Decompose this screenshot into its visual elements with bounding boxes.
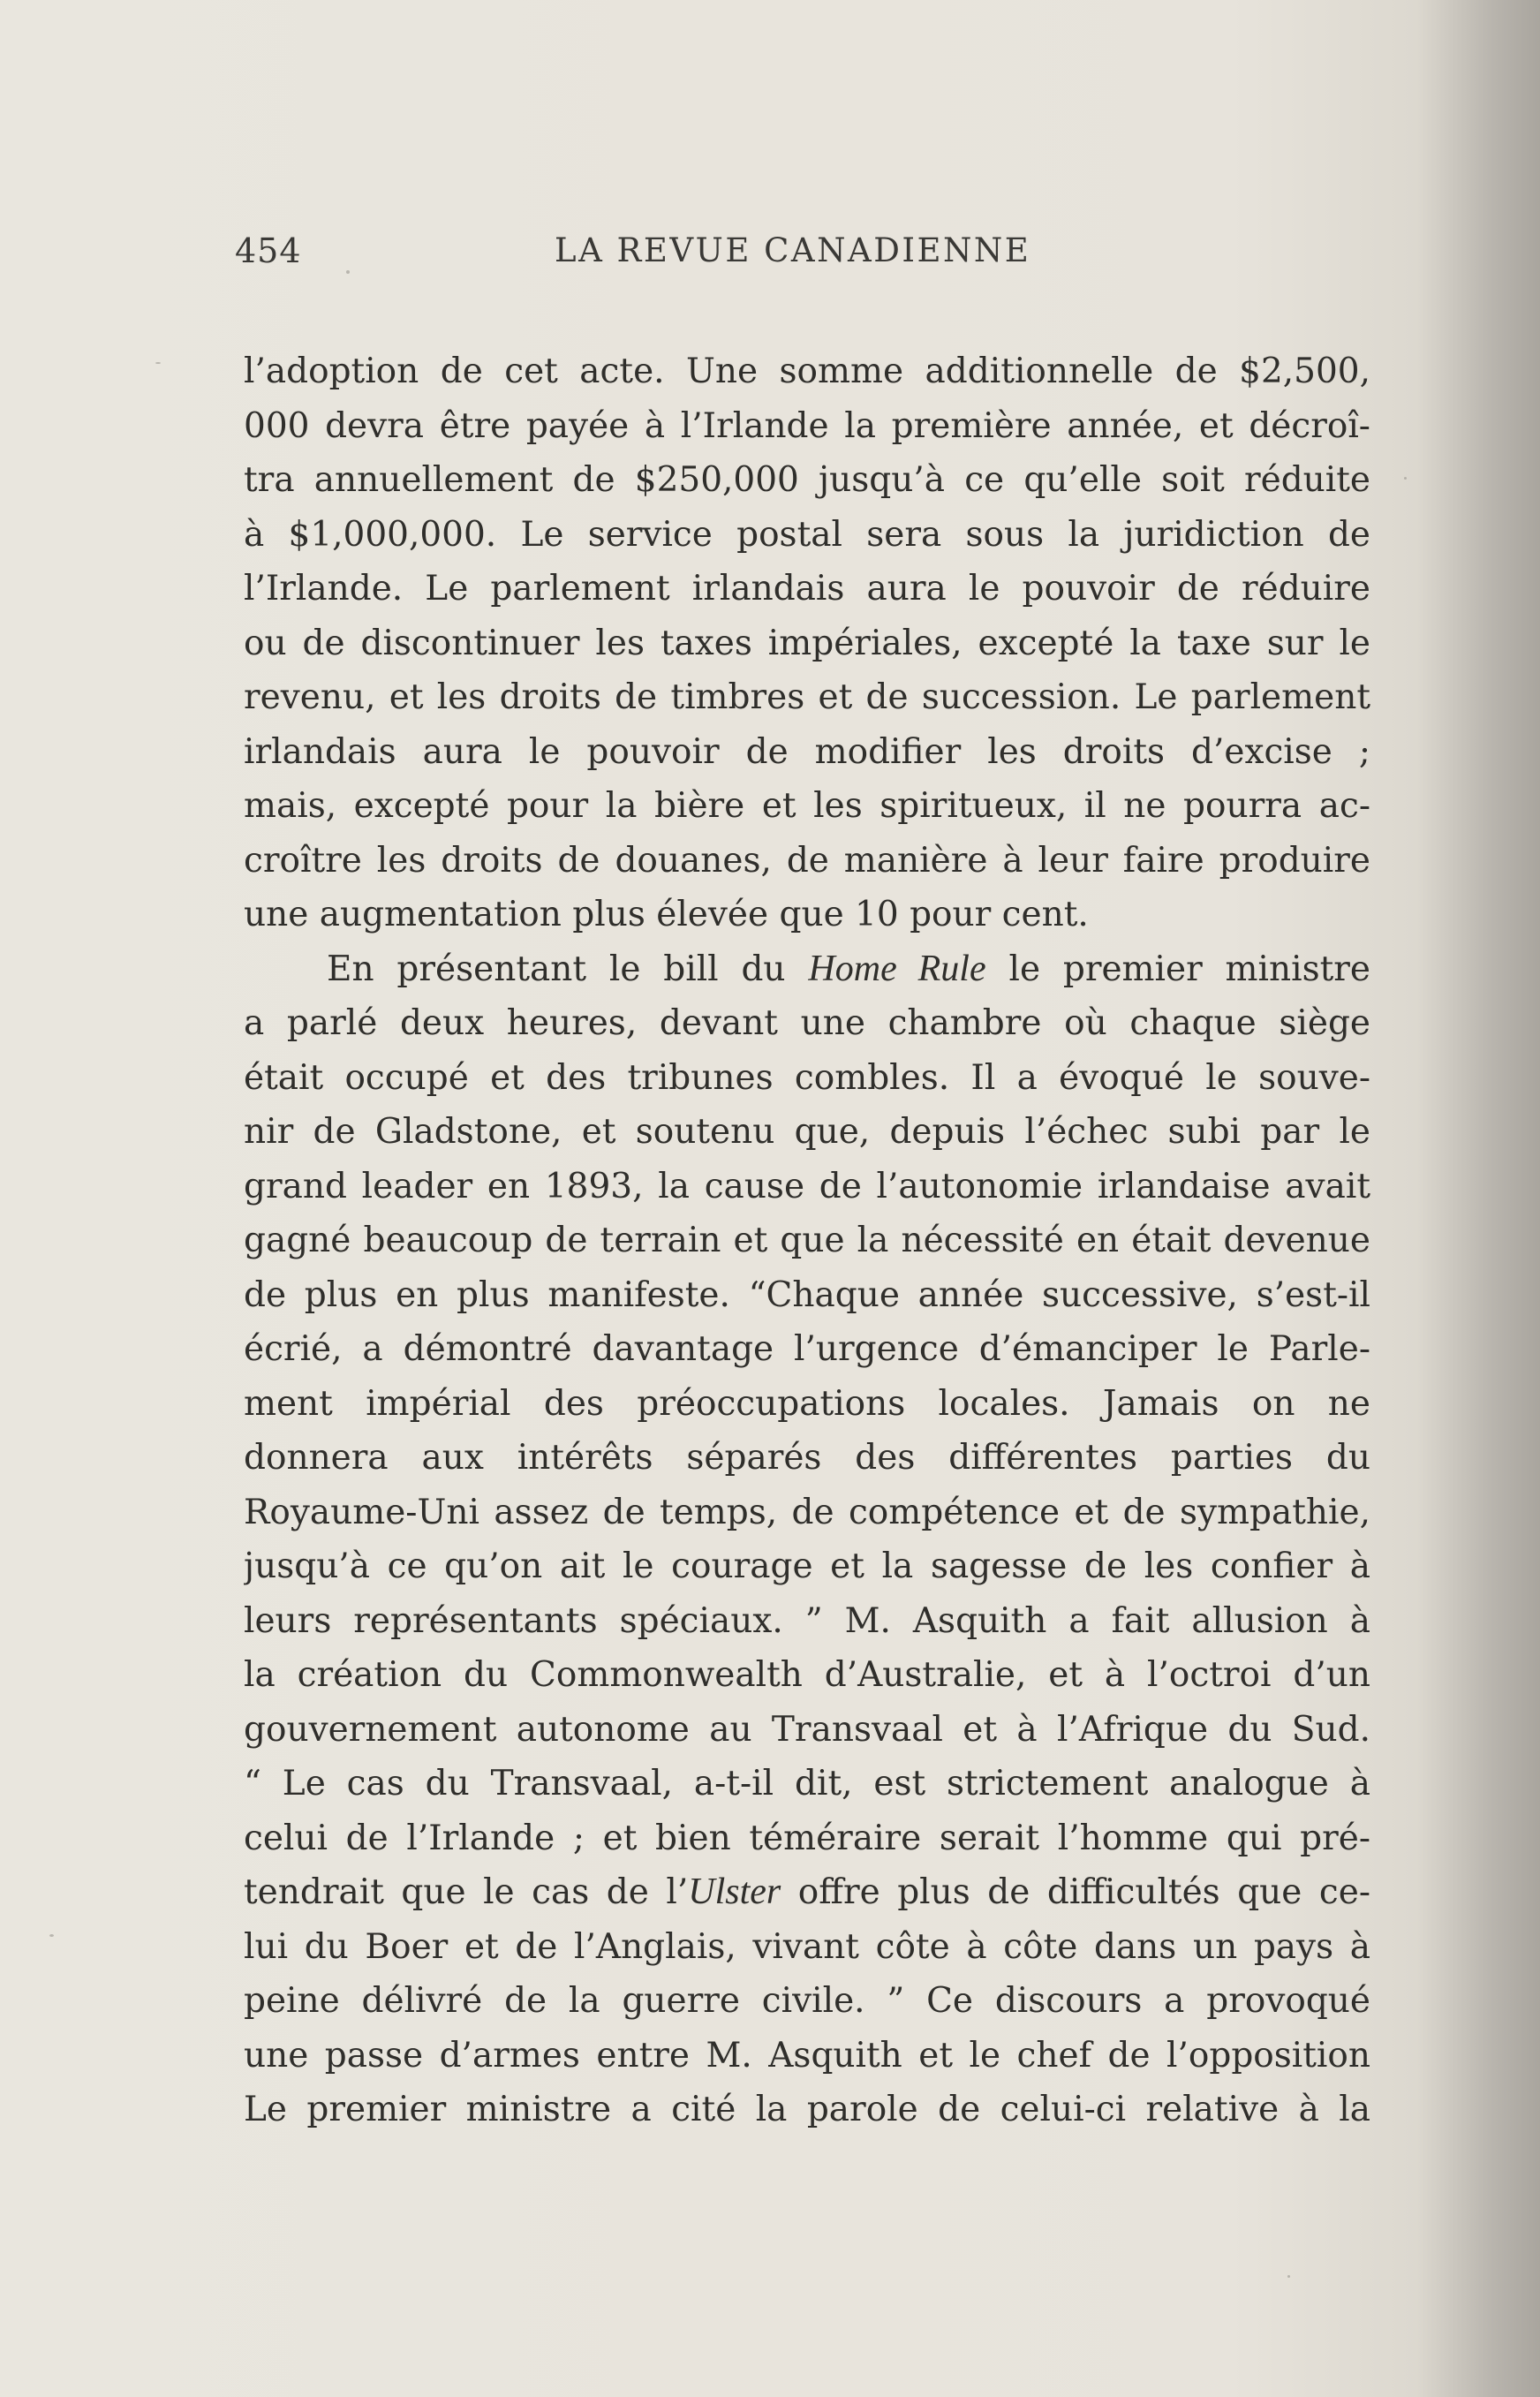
text-line: écrié, a démontré davantage l’urgence d’émanciper le Parle-	[244, 1329, 1370, 1369]
running-head	[235, 231, 1056, 276]
text-line: Le premier ministre a cité la parole de celui-ci relative à la	[244, 2090, 1370, 2129]
text-line: l’adoption de cet acte. Une somme additionnelle de $2,500,	[244, 352, 1370, 391]
text-line: irlandais aura le pouvoir de modifier les droits d’excise ;	[244, 731, 1370, 772]
text-span: offre plus de difficultés que ce-	[797, 1872, 1370, 1912]
text-line: a parlé deux heures, devant une chambre où chaque siège	[244, 1003, 1370, 1043]
text-line: leurs représentants spéciaux. ” M. Asquith a fait allusion à	[244, 1600, 1370, 1641]
text-line: une passe d’armes entre M. Asquith et le chef de l’opposition	[244, 2035, 1370, 2076]
text-line: donnera aux intérêts séparés des différentes parties du	[244, 1438, 1370, 1478]
text-line: Royaume-Uni assez de temps, de compétence et de sympathie,	[244, 1492, 1370, 1532]
text-line: grand leader en 1893, la cause de l’autonomie irlandaise avait	[244, 1166, 1370, 1206]
text-line: mais, excepté pour la bière et les spiritueux, il ne pourra ac-	[244, 786, 1370, 826]
text-line: gagné beaucoup de terrain et que la nécessité en était devenue	[244, 1221, 1370, 1260]
body-text	[244, 344, 1370, 2137]
text-line: la création du Commonwealth d’Australie, et à l’octroi d’un	[244, 1655, 1370, 1695]
text-line: peine délivré de la guerre civile. ” Ce discours a provoqué	[244, 1981, 1370, 2021]
text-span: tendrait que le cas de l’	[244, 1872, 689, 1912]
paper-speck	[1404, 477, 1407, 480]
journal-title: LA REVUE CANADIENNE	[555, 231, 1031, 269]
text-line: “ Le cas du Transvaal, a-t-il dit, est strictement analogue à	[244, 1764, 1370, 1803]
text-line: de plus en plus manifeste. “Chaque année successive, s’est-il	[244, 1274, 1370, 1315]
text-line: à $1,000,000. Le service postal sera sous la juridiction de	[244, 514, 1370, 555]
text-line: celui de l’Irlande ; et bien téméraire serait l’homme qui pré-	[244, 1818, 1370, 1858]
text-span: le premier ministre	[1008, 949, 1370, 989]
text-line: une augmentation plus élevée que 10 pour cent.	[244, 895, 1089, 934]
text-line: gouvernement autonome au Transvaal et à l’Afrique du Sud.	[244, 1709, 1370, 1750]
page-number: 454	[235, 231, 302, 270]
italic-text: Ulster	[688, 1871, 781, 1912]
paper-speck	[49, 1934, 54, 1937]
text-line: ou de discontinuer les taxes impériales, excepté la taxe sur le	[244, 623, 1370, 663]
paper-speck	[1287, 2275, 1290, 2278]
text-line: jusqu’à ce qu’on ait le courage et la sagesse de les confier à	[244, 1546, 1370, 1586]
paper-speck	[346, 270, 350, 274]
paper-speck	[155, 362, 161, 364]
text-line: nir de Gladstone, et soutenu que, depuis l’échec subi par le	[244, 1112, 1370, 1152]
text-line: lui du Boer et de l’Anglais, vivant côte à côte dans un pays à	[244, 1926, 1370, 1967]
text-line: ment impérial des préoccupations locales. Jamais on ne	[244, 1383, 1370, 1424]
mixed-text-line	[244, 1865, 1370, 1920]
text-line: 000 devra être payée à l’Irlande la première année, et décroî-	[244, 405, 1370, 446]
text-line: croître les droits de douanes, de manière à leur faire produire	[244, 840, 1370, 881]
text-span: En présentant le bill du	[327, 949, 786, 989]
text-line: était occupé et des tribunes combles. Il a évoqué le souve-	[244, 1057, 1370, 1098]
text-line: tra annuellement de $250,000 jusqu’à ce qu’elle soit réduite	[244, 460, 1370, 500]
paragraph-start-line	[244, 942, 1370, 997]
italic-text: Home Rule	[808, 948, 986, 989]
text-line: l’Irlande. Le parlement irlandais aura le pouvoir de réduire	[244, 569, 1370, 609]
text-line: revenu, et les droits de timbres et de succession. Le parlement	[244, 677, 1370, 717]
